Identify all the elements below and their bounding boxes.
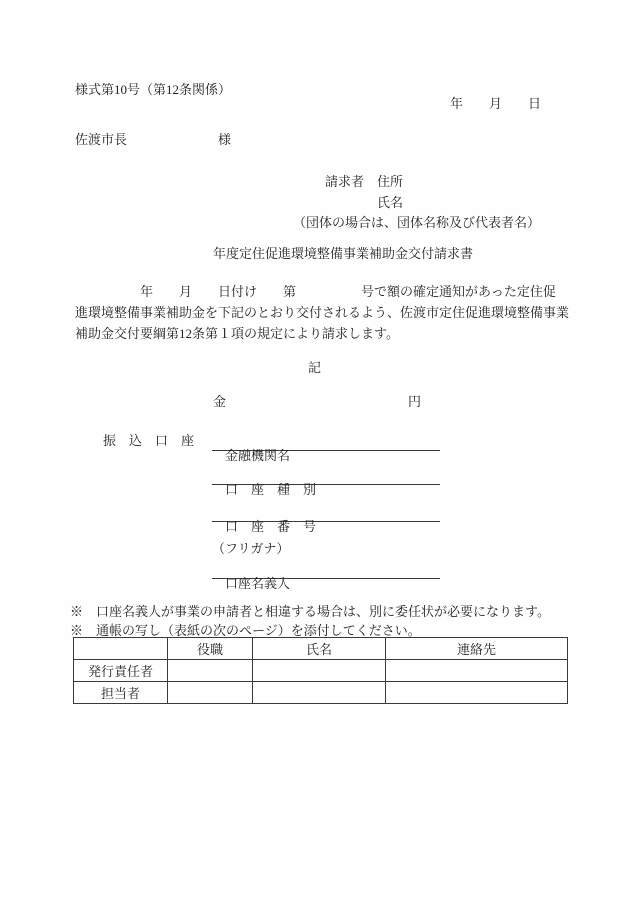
furigana-label: （フリガナ）: [212, 541, 290, 556]
body-line-1: 年 月 日付け 第 号で額の確定通知があった定住促: [75, 284, 556, 299]
form-number: 様式第10号（第12条関係）: [75, 82, 232, 97]
table-header-role: 役職: [168, 638, 253, 660]
table-header-contact: 連絡先: [386, 638, 568, 660]
account-number-label: 口 座 番 号: [225, 519, 317, 534]
table-header-name: 氏名: [253, 638, 386, 660]
table-cell-issuer-contact: [386, 660, 568, 682]
table-cell-issuer-role: [168, 660, 253, 682]
table-cell-issuer-name: [253, 660, 386, 682]
bank-account-label: 振 込 口 座: [103, 433, 195, 448]
contact-table: [73, 637, 568, 704]
requester-group-note: （団体の場合は、団体名称及び代表者名）: [293, 215, 541, 230]
amount-line: 金 円: [213, 394, 422, 409]
financial-institution-label: 金融機関名: [225, 448, 291, 463]
table-row-staff: [74, 682, 568, 704]
date-line: 年 月 日: [450, 96, 542, 111]
note-2: ※ 通帳の写し（表紙の次のページ）を添付してください。: [70, 623, 421, 638]
table-row-label-staff: 担当者: [74, 682, 168, 704]
table-header-row: [74, 638, 568, 660]
table-header-empty: [74, 638, 168, 660]
document-title: 年度定住促進環境整備事業補助金交付請求書: [213, 246, 474, 261]
account-holder-field: [212, 561, 440, 591]
account-number-field: [212, 504, 440, 534]
account-type-label: 口 座 種 別: [225, 482, 317, 497]
addressee-line: 佐渡市長 様: [75, 132, 232, 147]
account-holder-label: 口座名義人: [225, 576, 291, 591]
note-1: ※ 口座名義人が事業の申請者と相違する場合は、別に委任状が必要になります。: [70, 604, 550, 619]
table-row-issuer: [74, 660, 568, 682]
financial-institution-field: [212, 433, 440, 463]
table-cell-staff-contact: [386, 682, 568, 704]
table-row-label-issuer: 発行責任者: [74, 660, 168, 682]
requester-name-line: 氏名: [377, 195, 404, 210]
table-cell-staff-name: [253, 682, 386, 704]
account-type-field: [212, 467, 440, 497]
body-line-2: 進環境整備事業補助金を下記のとおり交付されるよう、佐渡市定住促進環境整備事業: [75, 305, 570, 320]
requester-address-line: 請求者 住所: [325, 174, 404, 189]
body-line-3: 補助金交付要綱第12条第１項の規定により請求します。: [75, 326, 399, 341]
table-cell-staff-role: [168, 682, 253, 704]
section-marker: 記: [308, 360, 322, 375]
